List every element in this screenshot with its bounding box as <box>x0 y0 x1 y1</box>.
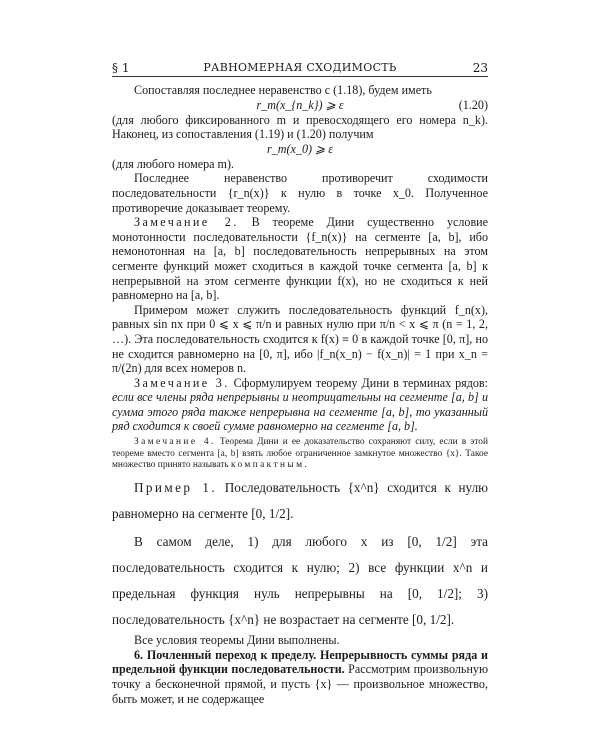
paragraph: Сопоставляя последнее неравенство с (1.18), будем иметь <box>134 83 432 97</box>
paragraph: Примером может служить последовательность функций f_n(x), равных sin nx при 0 ⩽ x ⩽ π/n и равных нулю при π/n < x ⩽ π (n = 1, 2, …). Эта последовательность сходится к f(x) ≡ 0 в каждой точке [0, π], но не сходится равномерно на [0, π], ибо |f_n(x_n) − f(x_n)| = 1 при x_n = π/(2n) для всех номеров n. <box>112 302 488 376</box>
remark-label: Замечание 4. <box>134 437 216 448</box>
page-body <box>112 83 488 706</box>
formula-1-20 <box>112 98 488 113</box>
remark-term: компактным. <box>230 460 310 471</box>
remark-text: Сформулируем теорему Дини в терминах рядов: <box>233 375 488 390</box>
remark-4 <box>112 437 488 472</box>
section-heading: 6. Почленный переход к пределу. Непрерывность суммы ряда и предельной функции последовательности. <box>112 647 488 677</box>
header-section-number: § 1 <box>112 61 130 75</box>
section-6 <box>112 648 488 706</box>
paragraph: (для любого номера m). <box>112 156 235 171</box>
paragraph: В самом деле, 1) для любого x из [0, 1/2] эта последовательность сходится к нулю; 2) все функции x^n и предельная функция нуль непрерывны на [0, 1/2]; 3) последовательность {x^n} не возрастает на сегменте [0, 1/2]. <box>112 534 488 628</box>
header-title: РАВНОМЕРНАЯ СХОДИМОСТЬ <box>203 61 397 74</box>
example-1 <box>112 475 488 527</box>
example-label: Пример 1. <box>134 480 218 496</box>
paragraph: Последнее неравенство противоречит сходимости последовательности {r_n(x)} к нулю в точке x_0. Полученное противоречие доказывает теорему. <box>112 171 488 215</box>
remark-text: В теореме Дини существенно условие монотонности последовательности {f_n(x)} на сегменте [a, b], ибо немонотонная на [a, b] последовательность непрерывных на этом сегменте функций может сходиться в каждой точке сегмента [a, b] к непрерывной на этом сегменте функции f(x), но не сходиться к ней равномерно на [a, b]. <box>112 215 488 303</box>
section-text: Рассмотрим произвольную точку a бесконечной прямой, и пусть {x} — произвольное множество, быть может, и не содержащее <box>112 662 489 706</box>
formula-2 <box>112 142 488 157</box>
example-text: Последовательность {x^n} сходится к нулю равномерно на сегменте [0, 1/2]. <box>112 480 488 522</box>
page-number: 23 <box>472 61 488 75</box>
remark-label: Замечание 3. <box>134 375 230 390</box>
paragraph: (для любого фиксированного m и превосходящего его номера n_k). Наконец, из сопоставления (1.19) и (1.20) получим <box>112 112 488 142</box>
remark-text: Теорема Дини и ее доказательство сохраняют силу, если в этой теореме вместо сегмента [a, b] взять любое ограниченное замкнутое множество {x}. Такое множество принято называть <box>112 437 488 471</box>
remark-2 <box>112 215 488 303</box>
running-header <box>112 60 488 77</box>
remark-statement: если все члены ряда непрерывны и неотрицательны на сегменте [a, b] и сумма этого ряда также непрерывна на сегменте [a, b], то указанный ряд сходится к своей сумме равномерно на сегменте [a, b]. <box>112 390 488 434</box>
remark-3 <box>112 376 488 434</box>
formula: r_m(x_{n_k}) ⩾ ε <box>256 97 344 112</box>
formula-number: (1.20) <box>458 97 488 112</box>
formula: r_m(x_0) ⩾ ε <box>267 141 333 156</box>
remark-label: Замечание 2. <box>134 215 239 230</box>
paragraph: Все условия теоремы Дини выполнены. <box>134 633 340 648</box>
